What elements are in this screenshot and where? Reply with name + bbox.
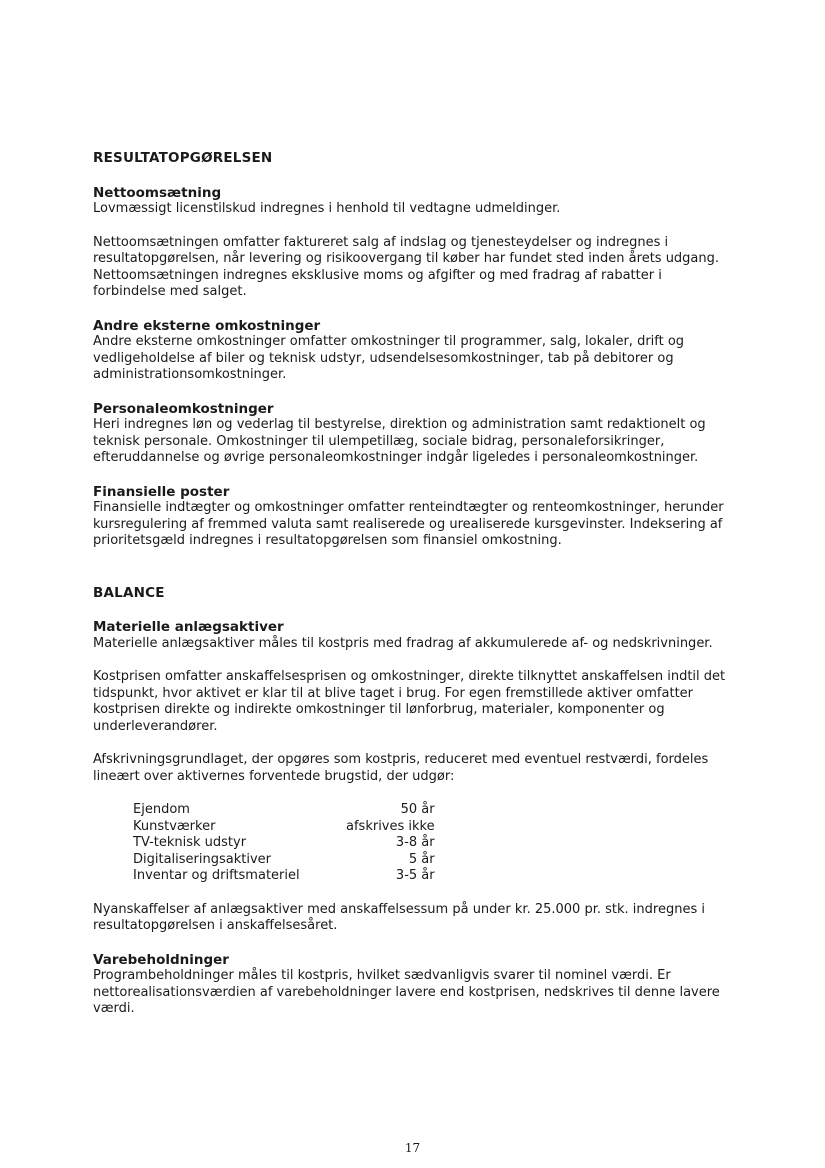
paragraph: Programbeholdninger måles til kostpris, hvilket sædvanligvis svarer til nominel værdi. Er nettorealisationsværdien af varebeholdninger lavere end kostprisen, nedskrives til denne lavere værdi. <box>93 968 720 1016</box>
heading-finansielle: Finansielle poster <box>93 483 230 500</box>
paragraph: Nettoomsætningen indregnes eksklusive moms og afgifter og med fradrag af rabatter i forbindelse med salget. <box>93 267 662 299</box>
life-cell: 5 år <box>408 851 435 867</box>
spacer <box>93 218 733 235</box>
section-title-balance: BALANCE <box>93 584 165 601</box>
paragraph: Afskrivningsgrundlaget, der opgøres som kostpris, reduceret med eventuel restværdi, fordeles lineært over aktivernes forventede brugstid, der udgør: <box>93 752 709 784</box>
block-varebeholdninger <box>93 952 733 1018</box>
table-row <box>133 868 435 885</box>
life-cell: 50 år <box>400 802 435 817</box>
paragraph: Finansielle indtægter og omkostninger omfatter renteindtægter og renteomkostninger, herunder kursregulering af fremmed valuta samt realiserede og urealiserede kursgevinster. Indeksering af prioritetsgæld indregnes i resultatopgørelsen som finansiel omkostning. <box>93 500 724 548</box>
section-title-resultat: RESULTATOPGØRELSEN <box>93 150 273 166</box>
asset-cell: Inventar og driftsmateriel <box>133 868 300 883</box>
paragraph: Heri indregnes løn og vederlag til bestyrelse, direktion og administration samt redaktionelt og teknisk personale. Omkostninger til ulempetillæg, sociale bidrag, personaleforsikringer, efteruddannelse og øvrige personaleomkostninger indgår ligeledes i personaleomkostninger. <box>93 417 706 465</box>
page-number: 17 <box>404 1141 421 1155</box>
paragraph: Nyanskaffelser af anlægsaktiver med anskaffelsessum på under kr. 25.000 pr. stk. indregnes i resultatopgørelsen i anskaffelsesåret. <box>93 901 705 933</box>
block-andre-eksterne <box>93 318 733 384</box>
table-row <box>133 819 435 836</box>
life-cell: afskrives ikke <box>346 818 435 834</box>
asset-cell: Digitaliseringsaktiver <box>133 851 272 867</box>
heading-varebeholdninger: Varebeholdninger <box>93 951 229 968</box>
paragraph: Andre eksterne omkostninger omfatter omkostninger til programmer, salg, lokaler, drift og vedligeholdelse af biler og teknisk udstyr, udsendelsesomkostninger, tab på debitorer og administrationsomkostninger. <box>93 334 685 382</box>
life-cell: 3-8 år <box>395 835 435 850</box>
block-personale <box>93 401 733 467</box>
block-materielle <box>93 619 733 935</box>
life-cell: 3-5 år <box>395 868 435 883</box>
asset-cell: Kunstværker <box>133 818 216 834</box>
paragraph: Materielle anlægsaktiver måles til kostpris med fradrag af akkumulerede af- og nedskrivninger. <box>93 635 713 651</box>
paragraph: Lovmæssigt licenstilskud indregnes i henhold til vedtagne udmeldinger. <box>93 201 561 216</box>
asset-cell: TV-teknisk udstyr <box>133 835 247 850</box>
depreciation-table <box>133 802 435 885</box>
spacer <box>93 785 733 802</box>
asset-cell: Ejendom <box>133 802 190 817</box>
table-row <box>133 802 435 819</box>
heading-andre-eksterne: Andre eksterne omkostninger <box>93 317 321 334</box>
document-page <box>93 150 733 1035</box>
table-row <box>133 852 435 869</box>
paragraph: Nettoomsætningen omfatter faktureret salg af indslag og tjenesteydelser og indregnes i resultatopgørelsen, når levering og risikoovergang til køber har fundet sted inden årets udgang. <box>93 234 720 266</box>
spacer <box>93 652 733 669</box>
heading-nettoomsaetning: Nettoomsætning <box>93 184 222 201</box>
heading-materielle: Materielle anlægsaktiver <box>93 619 284 635</box>
block-finansielle <box>93 484 733 550</box>
heading-personale: Personaleomkostninger <box>93 400 274 417</box>
spacer <box>93 735 733 752</box>
table-row <box>133 835 435 852</box>
paragraph: Kostprisen omfatter anskaffelsesprisen og omkostninger, direkte tilknyttet anskaffelsen indtil det tidspunkt, hvor aktivet er klar til at blive taget i brug. For egen fremstillede aktiver omfatter kostprisen direkte og indirekte omkostninger til lønforbrug, materialer, komponenter og underleverandører. <box>93 669 726 734</box>
block-nettoomsaetning <box>93 185 733 301</box>
